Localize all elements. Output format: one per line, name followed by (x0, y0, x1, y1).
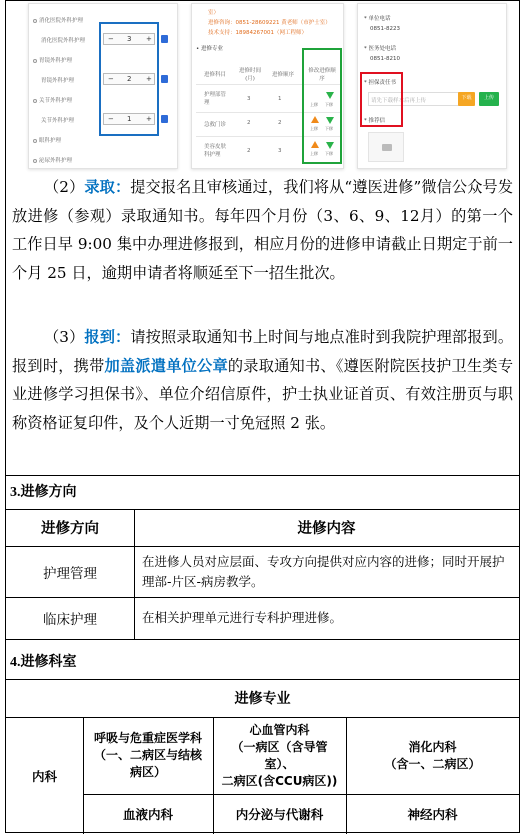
column-header: 进修顺序 (272, 72, 295, 78)
column-header: 进修时间(月) (238, 68, 261, 82)
table-header-specialty: 进修专业 (234, 691, 291, 707)
table-cell: 1 (278, 96, 282, 102)
table-cell: 2 (247, 148, 251, 154)
upload-input[interactable]: 请先下载样本后再上传 (368, 92, 460, 106)
dept-cell: 血液内科 (122, 807, 173, 822)
form-label: * 单位电话 (364, 16, 391, 22)
table-cell: 2 (278, 120, 282, 126)
dept-cell: 心血管内科 （一病区（含导管 室）、 二病区(含CCU病区)) (221, 722, 338, 788)
table-cell: 护理部管理 (204, 92, 227, 106)
plus-button[interactable]: + (146, 75, 152, 83)
down-label: 下移 (325, 151, 333, 156)
paragraph-admission: （2）录取：提交报名且审核通过，我们将从“遵医进修”微信公众号发放进修（参观）录取通知书。每年四个月份（3、6、9、12月）的第一个工作日早 9:00 集中办理进修报到，相应月份的进修申请截止日期定于前一个月 25 日，逾期申请者将顺延至下一招生批次。 (12, 178, 514, 283)
row-label-internal-medicine: 内科 (31, 768, 57, 784)
table-cell: 3 (247, 96, 251, 102)
highlight-box-red (360, 72, 403, 127)
tree-item: 泌尿外科护理 (33, 156, 72, 164)
checkbox-icon[interactable] (161, 115, 168, 123)
tree-subitem: 关节外科护理 (41, 118, 75, 124)
dept-phone-value: 0851-8210 (370, 56, 400, 62)
screenshot-strip (6, 1, 519, 173)
table-cell: 急救门诊 (204, 122, 227, 128)
minus-button[interactable]: − (108, 115, 114, 123)
image-upload-box[interactable] (368, 132, 404, 162)
keyword-admission: 录取： (84, 178, 131, 196)
keyword-registration: 报到： (84, 328, 131, 346)
table-cell-content: 在相关护理单元进行专科护理进修。 (142, 610, 343, 625)
contact-line: 进修咨询：0851-28609221 黄老师（市护士室） (208, 20, 331, 26)
contact-line: 技术支持：18984267001（网工程师） (208, 30, 307, 36)
table-cell-direction: 护理管理 (43, 565, 97, 582)
up-label: 上移 (310, 102, 318, 107)
screenshot-specialty-order (191, 3, 344, 169)
document-frame (5, 0, 520, 833)
column-header-content: 进修内容 (297, 521, 356, 537)
upload-button[interactable]: 上传 (479, 92, 499, 106)
table-cell: 2 (247, 120, 251, 126)
table-cell: 美容皮肤科护理 (204, 144, 227, 158)
down-label: 下移 (325, 126, 333, 131)
highlight-box-green (302, 48, 342, 164)
section-title-departments: 4.进修科室 (10, 655, 77, 670)
paragraph-registration: （3）报到：请按照录取通知书上时间与地点准时到我院护理部报到。报到时，携带加盖派遣单位公章的录取通知书、《遵医附院医技护卫生类专业进修学习担保书》、单位介绍信原件，护士执业证首页、有效注册页与职称资格证复印件，及个人近期一寸免冠照 2 张。 (12, 328, 514, 433)
down-label: 下移 (325, 102, 333, 107)
column-header: 进修科目 (204, 72, 227, 78)
up-label: 上移 (310, 151, 318, 156)
form-label: * 担保责任书 (364, 80, 397, 86)
camera-icon (382, 144, 392, 151)
minus-button[interactable]: − (108, 35, 114, 43)
plus-button[interactable]: + (146, 115, 152, 123)
emphasis-official-seal: 加盖派遣单位公章 (104, 356, 228, 375)
tree-item: 眼科护理 (33, 136, 61, 144)
form-label: * 推荐信 (364, 118, 386, 124)
dept-cell: 内分泌与代谢科 (235, 807, 324, 822)
tree-item: 消化医院外科护理 (33, 16, 83, 24)
plus-button[interactable]: + (146, 35, 152, 43)
minus-button[interactable]: − (108, 75, 114, 83)
checkbox-icon[interactable] (161, 75, 168, 83)
tree-item: 胃镜外科护理 (33, 56, 72, 64)
checkbox-icon[interactable] (161, 35, 168, 43)
table-cell-content: 在进修人员对应层面、专攻方向提供对应内容的进修；同时开展护理部-片区-病房教学。 (142, 554, 505, 589)
tree-subitem: 消化医院外科护理 (41, 38, 86, 44)
unit-phone-value: 0851-8223 (370, 26, 400, 32)
contact-line: 室） (208, 10, 220, 16)
stepper-value: 1 (127, 115, 132, 123)
up-label: 上移 (310, 126, 318, 131)
dept-cell: 消化内科 （含一、二病区） (384, 739, 481, 771)
column-header-direction: 进修方向 (41, 521, 99, 537)
highlight-box-blue (99, 22, 159, 136)
tree-item: 关节外科护理 (33, 96, 72, 104)
table-cell: 3 (278, 148, 282, 154)
tree-subitem: 胃镜外科护理 (41, 78, 75, 84)
stepper-value: 2 (127, 75, 132, 83)
dept-cell: 呼吸与危重症医学科 （一、二病区与结核 病区） (93, 731, 202, 779)
form-label: * 医务处电话 (364, 46, 397, 52)
download-button[interactable]: 下载 (458, 92, 475, 106)
screenshot-specialty-steppers (28, 3, 178, 169)
section-title-direction: 3.进修方向 (10, 485, 77, 500)
section-label: • 进修专业 (196, 46, 224, 52)
column-header: 修改进修顺序 (308, 68, 336, 82)
screenshot-upload-form (357, 3, 507, 169)
stepper-value: 3 (127, 35, 132, 43)
table-cell-direction: 临床护理 (43, 612, 97, 628)
dept-cell: 神经内科 (407, 807, 458, 822)
